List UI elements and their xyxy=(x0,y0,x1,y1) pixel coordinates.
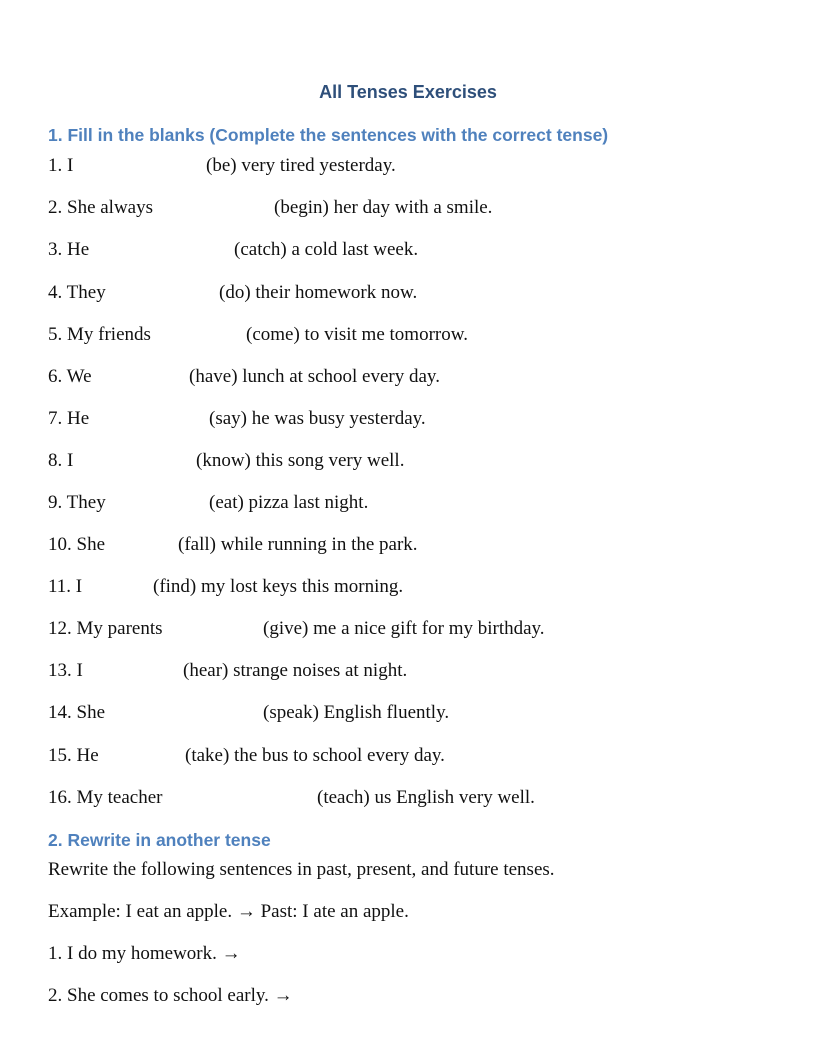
exercise-rest: (take) the bus to school every day. xyxy=(185,745,445,766)
exercise-start: 14. She xyxy=(48,702,105,723)
exercise-rest: (give) me a nice gift for my birthday. xyxy=(263,618,545,639)
exercise-rest: (have) lunch at school every day. xyxy=(189,366,440,387)
exercise-rest: (come) to visit me tomorrow. xyxy=(246,324,468,345)
exercise-start: 1. I xyxy=(48,155,74,176)
section2-instruction: Rewrite the following sentences in past, present, and future tenses. xyxy=(48,859,555,880)
exercise-start: 6. We xyxy=(48,366,92,387)
exercise-start: 12. My parents xyxy=(48,618,163,639)
exercise-start: 5. My friends xyxy=(48,324,151,345)
section2-heading: 2. Rewrite in another tense xyxy=(48,830,271,850)
exercise-rest: (know) this song very well. xyxy=(196,450,405,471)
exercise-start: 11. I xyxy=(48,576,83,597)
exercise-rest: (eat) pizza last night. xyxy=(209,492,369,513)
rewrite-item-1: 1. I do my homework. → xyxy=(48,943,241,964)
exercise-rest: (do) their homework now. xyxy=(219,282,418,303)
exercise-rest: (find) my lost keys this morning. xyxy=(153,576,404,597)
exercise-start: 3. He xyxy=(48,239,90,260)
exercise-start: 15. He xyxy=(48,745,99,766)
page-title: All Tenses Exercises xyxy=(319,82,497,102)
exercise-rest: (fall) while running in the park. xyxy=(178,534,418,555)
exercise-start: 2. She always xyxy=(48,197,154,218)
exercise-rest: (be) very tired yesterday. xyxy=(206,155,396,176)
exercise-start: 8. I xyxy=(48,450,74,471)
exercise-rest: (say) he was busy yesterday. xyxy=(209,408,426,429)
exercise-rest: (hear) strange noises at night. xyxy=(183,660,408,681)
exercise-rest: (catch) a cold last week. xyxy=(234,239,419,260)
exercise-start: 10. She xyxy=(48,534,105,555)
exercise-start: 13. I xyxy=(48,660,83,681)
section1-heading: 1. Fill in the blanks (Complete the sentences with the correct tense) xyxy=(48,125,609,145)
exercise-start: 4. They xyxy=(48,282,106,303)
exercise-rest: (speak) English fluently. xyxy=(263,702,450,723)
exercise-rest: (begin) her day with a smile. xyxy=(274,197,493,218)
exercise-start: 7. He xyxy=(48,408,90,429)
exercise-rest: (teach) us English very well. xyxy=(317,787,535,808)
exercise-start: 16. My teacher xyxy=(48,787,163,808)
section2-example: Example: I eat an apple. → Past: I ate an apple. xyxy=(48,901,409,922)
rewrite-item-2: 2. She comes to school early. → xyxy=(48,985,293,1006)
exercise-start: 9. They xyxy=(48,492,106,513)
